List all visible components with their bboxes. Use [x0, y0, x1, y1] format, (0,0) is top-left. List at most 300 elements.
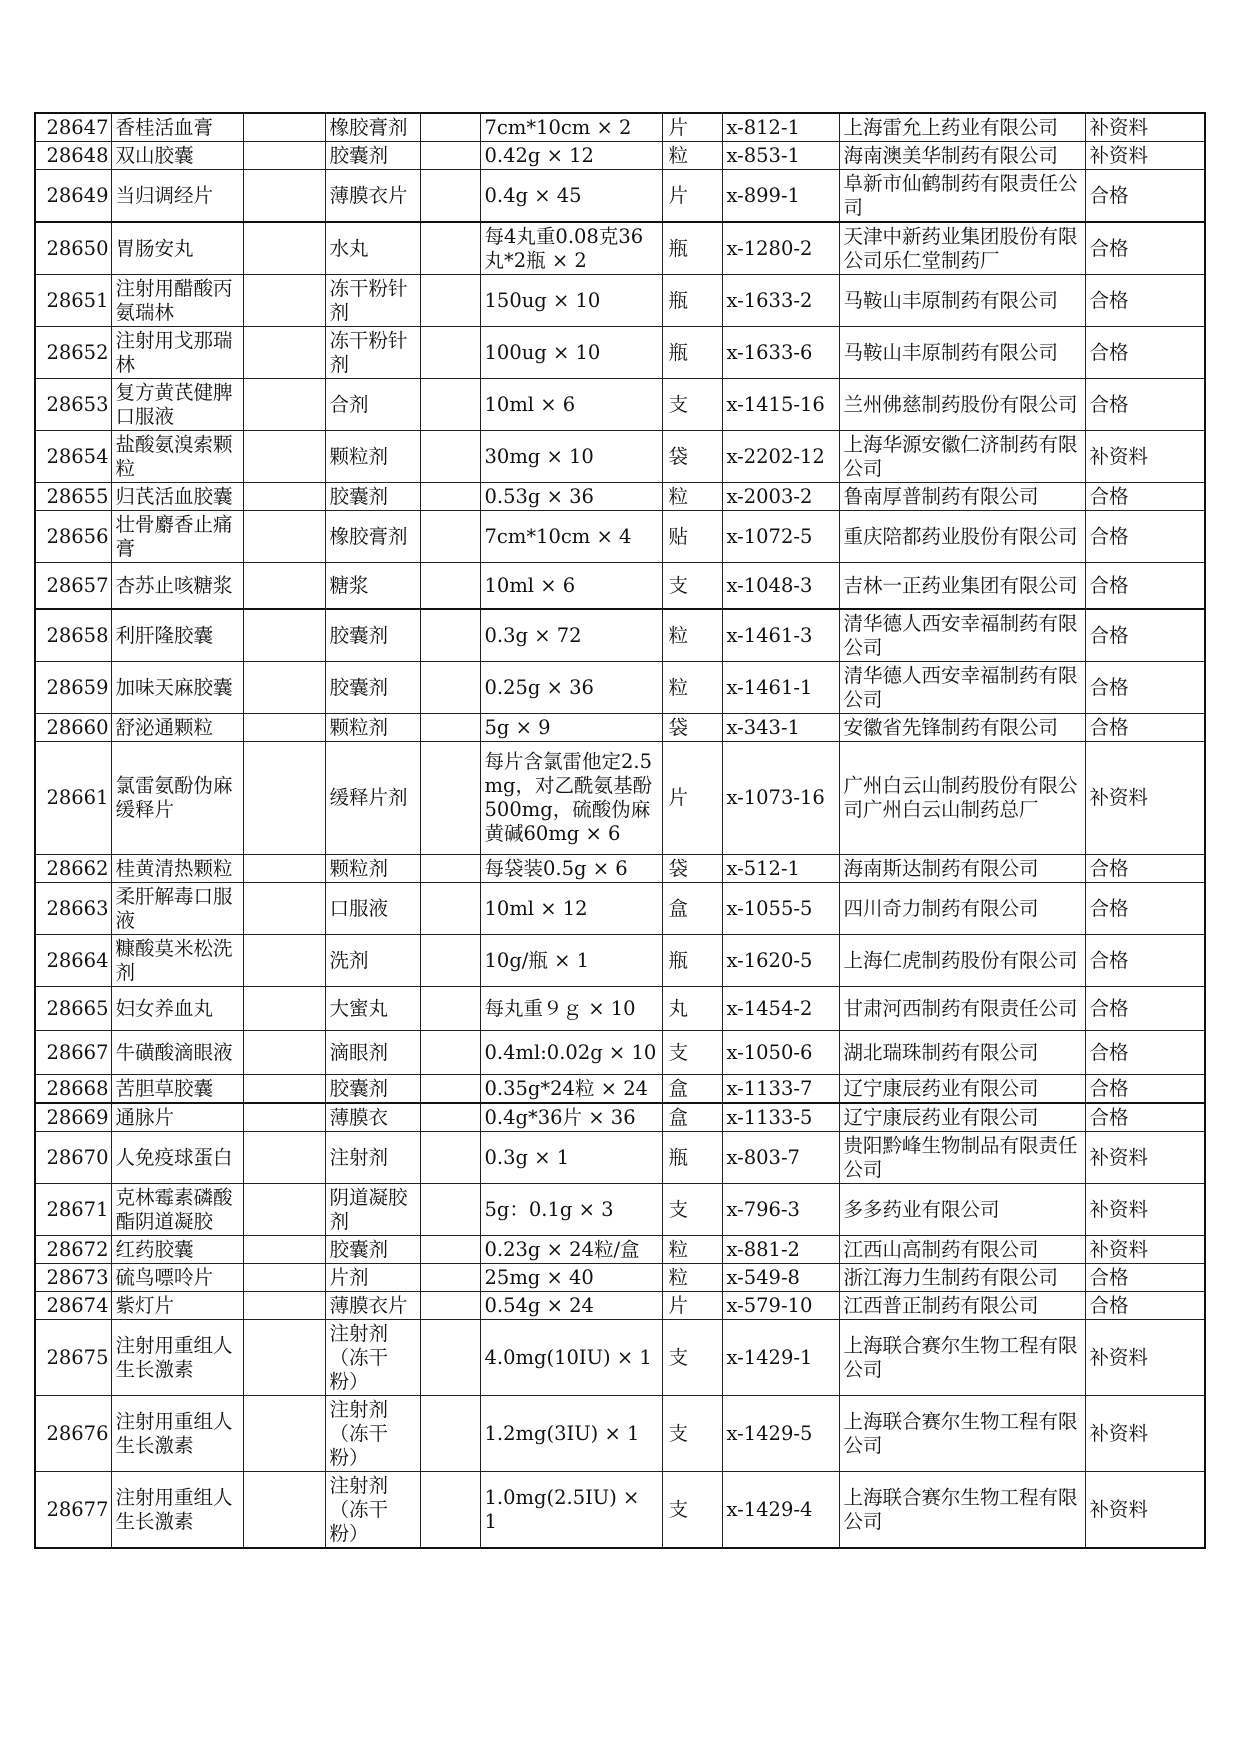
cell-product-name: 当归调经片 — [111, 170, 243, 223]
cell-specification: 30mg × 10 — [480, 431, 662, 483]
cell-number: 28669 — [35, 1103, 111, 1132]
table-row — [35, 327, 1205, 379]
cell-manufacturer: 海南澳美华制药有限公司 — [839, 142, 1085, 170]
cell-code: x-579-10 — [722, 1291, 839, 1319]
cell-product-name: 红药胶囊 — [111, 1235, 243, 1263]
cell-dosage-form: 注射剂（冻干粉） — [325, 1471, 420, 1548]
cell-specification: 每片含氯雷他定2.5mg，对乙酰氨基酚500mg，硫酸伪麻黄碱60mg × 6 — [480, 741, 662, 854]
cell-product-name: 复方黄芪健脾口服液 — [111, 379, 243, 431]
cell-manufacturer: 吉林一正药业集团有限公司 — [839, 563, 1085, 609]
cell-unit: 粒 — [662, 1263, 722, 1291]
cell-number: 28665 — [35, 986, 111, 1030]
cell-status: 合格 — [1085, 1030, 1205, 1074]
cell-manufacturer: 重庆陪都药业股份有限公司 — [839, 511, 1085, 563]
cell-code: x-512-1 — [722, 854, 839, 882]
cell-status: 合格 — [1085, 1291, 1205, 1319]
cell-empty — [243, 609, 325, 662]
cell-empty — [243, 483, 325, 511]
cell-dosage-form: 冻干粉针剂 — [325, 275, 420, 327]
cell-specification: 0.25g × 36 — [480, 661, 662, 713]
cell-product-name: 杏苏止咳糖浆 — [111, 563, 243, 609]
cell-specification: 0.3g × 1 — [480, 1131, 662, 1183]
cell-manufacturer: 贵阳黔峰生物制品有限责任公司 — [839, 1131, 1085, 1183]
cell-status: 补资料 — [1085, 142, 1205, 170]
cell-empty — [420, 1183, 480, 1235]
cell-code: x-1461-1 — [722, 661, 839, 713]
cell-empty — [243, 741, 325, 854]
cell-product-name: 舒泌通颗粒 — [111, 713, 243, 741]
cell-unit: 支 — [662, 1395, 722, 1471]
cell-dosage-form: 冻干粉针剂 — [325, 327, 420, 379]
cell-specification: 0.53g × 36 — [480, 483, 662, 511]
cell-product-name: 氯雷氨酚伪麻缓释片 — [111, 741, 243, 854]
table-row — [35, 222, 1205, 275]
table-row — [35, 1103, 1205, 1132]
cell-product-name: 糠酸莫米松洗剂 — [111, 934, 243, 986]
cell-specification: 每丸重９ｇ × 10 — [480, 986, 662, 1030]
cell-status: 合格 — [1085, 511, 1205, 563]
cell-specification: 0.35g*24粒 × 24 — [480, 1074, 662, 1103]
cell-dosage-form: 胶囊剂 — [325, 661, 420, 713]
cell-empty — [243, 1263, 325, 1291]
cell-dosage-form: 颗粒剂 — [325, 854, 420, 882]
cell-number: 28674 — [35, 1291, 111, 1319]
cell-unit: 支 — [662, 1471, 722, 1548]
cell-empty — [420, 1235, 480, 1263]
cell-specification: 1.2mg(3IU) × 1 — [480, 1395, 662, 1471]
cell-empty — [420, 1263, 480, 1291]
cell-dosage-form: 胶囊剂 — [325, 1074, 420, 1103]
cell-dosage-form: 薄膜衣片 — [325, 170, 420, 223]
cell-code: x-796-3 — [722, 1183, 839, 1235]
table-row — [35, 113, 1205, 142]
cell-status: 补资料 — [1085, 113, 1205, 142]
cell-number: 28659 — [35, 661, 111, 713]
cell-unit: 盒 — [662, 882, 722, 934]
table-row — [35, 431, 1205, 483]
cell-unit: 支 — [662, 379, 722, 431]
table-row — [35, 741, 1205, 854]
cell-number: 28660 — [35, 713, 111, 741]
cell-empty — [420, 1131, 480, 1183]
table-row — [35, 1074, 1205, 1103]
cell-manufacturer: 浙江海力生制药有限公司 — [839, 1263, 1085, 1291]
cell-empty — [420, 882, 480, 934]
cell-dosage-form: 胶囊剂 — [325, 1235, 420, 1263]
cell-specification: 0.23g × 24粒/盒 — [480, 1235, 662, 1263]
cell-unit: 片 — [662, 170, 722, 223]
cell-unit: 粒 — [662, 142, 722, 170]
cell-empty — [243, 379, 325, 431]
cell-unit: 片 — [662, 1291, 722, 1319]
cell-code: x-343-1 — [722, 713, 839, 741]
cell-status: 补资料 — [1085, 1183, 1205, 1235]
cell-number: 28677 — [35, 1471, 111, 1548]
cell-code: x-1429-4 — [722, 1471, 839, 1548]
cell-empty — [420, 563, 480, 609]
cell-manufacturer: 江西普正制药有限公司 — [839, 1291, 1085, 1319]
cell-manufacturer: 天津中新药业集团股份有限公司乐仁堂制药厂 — [839, 222, 1085, 275]
cell-empty — [420, 1319, 480, 1395]
cell-code: x-803-7 — [722, 1131, 839, 1183]
cell-status: 合格 — [1085, 713, 1205, 741]
cell-manufacturer: 上海联合赛尔生物工程有限公司 — [839, 1395, 1085, 1471]
cell-number: 28672 — [35, 1235, 111, 1263]
cell-empty — [243, 1183, 325, 1235]
cell-code: x-1633-2 — [722, 275, 839, 327]
cell-number: 28658 — [35, 609, 111, 662]
cell-dosage-form: 橡胶膏剂 — [325, 113, 420, 142]
cell-status: 合格 — [1085, 275, 1205, 327]
cell-number: 28662 — [35, 854, 111, 882]
table-row — [35, 275, 1205, 327]
cell-status: 补资料 — [1085, 741, 1205, 854]
table-row — [35, 511, 1205, 563]
cell-empty — [420, 431, 480, 483]
cell-product-name: 注射用重组人生长激素 — [111, 1395, 243, 1471]
cell-status: 合格 — [1085, 483, 1205, 511]
cell-unit: 片 — [662, 741, 722, 854]
table-row — [35, 563, 1205, 609]
cell-dosage-form: 口服液 — [325, 882, 420, 934]
cell-status: 补资料 — [1085, 1131, 1205, 1183]
cell-number: 28661 — [35, 741, 111, 854]
cell-empty — [243, 713, 325, 741]
cell-status: 合格 — [1085, 222, 1205, 275]
cell-empty — [420, 379, 480, 431]
cell-number: 28668 — [35, 1074, 111, 1103]
cell-product-name: 通脉片 — [111, 1103, 243, 1132]
cell-empty — [243, 934, 325, 986]
cell-empty — [243, 882, 325, 934]
cell-empty — [243, 113, 325, 142]
cell-specification: 7cm*10cm × 2 — [480, 113, 662, 142]
cell-empty — [420, 275, 480, 327]
cell-status: 合格 — [1085, 854, 1205, 882]
table-row — [35, 1131, 1205, 1183]
cell-empty — [420, 327, 480, 379]
cell-empty — [243, 986, 325, 1030]
cell-product-name: 苦胆草胶囊 — [111, 1074, 243, 1103]
cell-manufacturer: 广州白云山制药股份有限公司广州白云山制药总厂 — [839, 741, 1085, 854]
cell-manufacturer: 四川奇力制药有限公司 — [839, 882, 1085, 934]
cell-specification: 5g × 9 — [480, 713, 662, 741]
cell-dosage-form: 合剂 — [325, 379, 420, 431]
cell-empty — [243, 1235, 325, 1263]
cell-dosage-form: 片剂 — [325, 1263, 420, 1291]
cell-dosage-form: 胶囊剂 — [325, 609, 420, 662]
cell-status: 合格 — [1085, 934, 1205, 986]
cell-specification: 4.0mg(10IU) × 1 — [480, 1319, 662, 1395]
table-row — [35, 882, 1205, 934]
cell-product-name: 盐酸氨溴索颗粒 — [111, 431, 243, 483]
cell-unit: 瓶 — [662, 222, 722, 275]
cell-number: 28654 — [35, 431, 111, 483]
cell-product-name: 克林霉素磷酸酯阴道凝胶 — [111, 1183, 243, 1235]
cell-status: 合格 — [1085, 609, 1205, 662]
cell-empty — [243, 142, 325, 170]
cell-number: 28652 — [35, 327, 111, 379]
cell-code: x-1461-3 — [722, 609, 839, 662]
cell-dosage-form: 洗剂 — [325, 934, 420, 986]
cell-number: 28675 — [35, 1319, 111, 1395]
cell-dosage-form: 胶囊剂 — [325, 142, 420, 170]
cell-code: x-853-1 — [722, 142, 839, 170]
cell-empty — [420, 1103, 480, 1132]
cell-unit: 盒 — [662, 1074, 722, 1103]
cell-specification: 10ml × 6 — [480, 379, 662, 431]
cell-code: x-1048-3 — [722, 563, 839, 609]
cell-specification: 0.3g × 72 — [480, 609, 662, 662]
cell-number: 28667 — [35, 1030, 111, 1074]
cell-specification: 100ug × 10 — [480, 327, 662, 379]
cell-empty — [243, 1291, 325, 1319]
cell-code: x-2003-2 — [722, 483, 839, 511]
cell-code: x-1633-6 — [722, 327, 839, 379]
cell-empty — [243, 511, 325, 563]
cell-specification: 0.54g × 24 — [480, 1291, 662, 1319]
cell-dosage-form: 水丸 — [325, 222, 420, 275]
cell-empty — [420, 483, 480, 511]
cell-unit: 支 — [662, 1030, 722, 1074]
table-row — [35, 1235, 1205, 1263]
cell-empty — [420, 1291, 480, 1319]
cell-empty — [420, 1074, 480, 1103]
cell-code: x-1073-16 — [722, 741, 839, 854]
cell-status: 补资料 — [1085, 431, 1205, 483]
cell-dosage-form: 薄膜衣片 — [325, 1291, 420, 1319]
cell-empty — [243, 1103, 325, 1132]
cell-unit: 袋 — [662, 713, 722, 741]
cell-specification: 25mg × 40 — [480, 1263, 662, 1291]
cell-manufacturer: 清华德人西安幸福制药有限公司 — [839, 661, 1085, 713]
table-row — [35, 1263, 1205, 1291]
cell-empty — [420, 113, 480, 142]
cell-specification: 5g：0.1g × 3 — [480, 1183, 662, 1235]
cell-number: 28670 — [35, 1131, 111, 1183]
cell-status: 合格 — [1085, 563, 1205, 609]
cell-empty — [420, 170, 480, 223]
cell-empty — [420, 934, 480, 986]
cell-unit: 粒 — [662, 1235, 722, 1263]
cell-number: 28676 — [35, 1395, 111, 1471]
cell-specification: 每4丸重0.08克36丸*2瓶 × 2 — [480, 222, 662, 275]
cell-product-name: 胃肠安丸 — [111, 222, 243, 275]
table-row — [35, 1319, 1205, 1395]
cell-dosage-form: 注射剂（冻干粉） — [325, 1319, 420, 1395]
cell-product-name: 注射用戈那瑞林 — [111, 327, 243, 379]
cell-number: 28657 — [35, 563, 111, 609]
cell-code: x-1454-2 — [722, 986, 839, 1030]
cell-specification: 0.4ml:0.02g × 10 — [480, 1030, 662, 1074]
cell-number: 28648 — [35, 142, 111, 170]
cell-number: 28673 — [35, 1263, 111, 1291]
cell-dosage-form: 注射剂（冻干粉） — [325, 1395, 420, 1471]
cell-empty — [420, 1030, 480, 1074]
cell-empty — [243, 661, 325, 713]
cell-product-name: 妇女养血丸 — [111, 986, 243, 1030]
cell-unit: 瓶 — [662, 934, 722, 986]
cell-code: x-2202-12 — [722, 431, 839, 483]
cell-specification: 10ml × 6 — [480, 563, 662, 609]
cell-status: 合格 — [1085, 661, 1205, 713]
table-row — [35, 379, 1205, 431]
cell-specification: 10ml × 12 — [480, 882, 662, 934]
cell-dosage-form: 薄膜衣 — [325, 1103, 420, 1132]
table-row — [35, 986, 1205, 1030]
cell-empty — [420, 713, 480, 741]
cell-manufacturer: 清华德人西安幸福制药有限公司 — [839, 609, 1085, 662]
table-row — [35, 713, 1205, 741]
table-row — [35, 1471, 1205, 1548]
cell-dosage-form: 阴道凝胶剂 — [325, 1183, 420, 1235]
cell-number: 28650 — [35, 222, 111, 275]
cell-status: 补资料 — [1085, 1395, 1205, 1471]
cell-dosage-form: 颗粒剂 — [325, 431, 420, 483]
cell-unit: 支 — [662, 1319, 722, 1395]
cell-unit: 瓶 — [662, 327, 722, 379]
table-row — [35, 661, 1205, 713]
cell-unit: 瓶 — [662, 1131, 722, 1183]
table-row — [35, 1183, 1205, 1235]
cell-empty — [420, 142, 480, 170]
cell-empty — [420, 986, 480, 1030]
cell-product-name: 归芪活血胶囊 — [111, 483, 243, 511]
table-row — [35, 142, 1205, 170]
cell-specification: 1.0mg(2.5IU) × 1 — [480, 1471, 662, 1548]
cell-unit: 粒 — [662, 661, 722, 713]
cell-empty — [420, 854, 480, 882]
cell-empty — [243, 1074, 325, 1103]
cell-empty — [420, 609, 480, 662]
cell-code: x-1415-16 — [722, 379, 839, 431]
cell-dosage-form: 橡胶膏剂 — [325, 511, 420, 563]
cell-code: x-881-2 — [722, 1235, 839, 1263]
table-row — [35, 609, 1205, 662]
cell-manufacturer: 多多药业有限公司 — [839, 1183, 1085, 1235]
cell-empty — [243, 854, 325, 882]
cell-dosage-form: 缓释片剂 — [325, 741, 420, 854]
cell-manufacturer: 辽宁康辰药业有限公司 — [839, 1074, 1085, 1103]
cell-code: x-1429-5 — [722, 1395, 839, 1471]
cell-empty — [243, 431, 325, 483]
cell-status: 合格 — [1085, 327, 1205, 379]
cell-unit: 粒 — [662, 483, 722, 511]
cell-manufacturer: 安徽省先锋制药有限公司 — [839, 713, 1085, 741]
cell-dosage-form: 注射剂 — [325, 1131, 420, 1183]
cell-dosage-form: 胶囊剂 — [325, 483, 420, 511]
cell-manufacturer: 马鞍山丰原制药有限公司 — [839, 327, 1085, 379]
cell-empty — [420, 1395, 480, 1471]
cell-empty — [243, 222, 325, 275]
cell-specification: 每袋装0.5g × 6 — [480, 854, 662, 882]
cell-manufacturer: 湖北瑞珠制药有限公司 — [839, 1030, 1085, 1074]
cell-manufacturer: 江西山高制药有限公司 — [839, 1235, 1085, 1263]
table-body — [35, 113, 1205, 1548]
cell-empty — [243, 170, 325, 223]
cell-code: x-1072-5 — [722, 511, 839, 563]
cell-manufacturer: 上海雷允上药业有限公司 — [839, 113, 1085, 142]
cell-unit: 袋 — [662, 854, 722, 882]
cell-manufacturer: 甘肃河西制药有限责任公司 — [839, 986, 1085, 1030]
cell-product-name: 桂黄清热颗粒 — [111, 854, 243, 882]
cell-code: x-1133-7 — [722, 1074, 839, 1103]
cell-empty — [243, 1030, 325, 1074]
cell-empty — [420, 511, 480, 563]
cell-empty — [420, 741, 480, 854]
cell-empty — [243, 327, 325, 379]
cell-empty — [243, 1471, 325, 1548]
table-row — [35, 854, 1205, 882]
cell-status: 合格 — [1085, 882, 1205, 934]
cell-code: x-812-1 — [722, 113, 839, 142]
cell-number: 28649 — [35, 170, 111, 223]
cell-empty — [243, 275, 325, 327]
cell-manufacturer: 阜新市仙鹤制药有限责任公司 — [839, 170, 1085, 223]
cell-product-name: 香桂活血膏 — [111, 113, 243, 142]
cell-manufacturer: 辽宁康辰药业有限公司 — [839, 1103, 1085, 1132]
cell-number: 28647 — [35, 113, 111, 142]
cell-status: 合格 — [1085, 170, 1205, 223]
cell-unit: 贴 — [662, 511, 722, 563]
cell-specification: 0.42g × 12 — [480, 142, 662, 170]
cell-code: x-1050-6 — [722, 1030, 839, 1074]
cell-dosage-form: 大蜜丸 — [325, 986, 420, 1030]
cell-status: 合格 — [1085, 379, 1205, 431]
cell-product-name: 双山胶囊 — [111, 142, 243, 170]
cell-unit: 片 — [662, 113, 722, 142]
cell-number: 28671 — [35, 1183, 111, 1235]
drug-inspection-table — [34, 112, 1206, 1549]
cell-manufacturer: 上海仁虎制药股份有限公司 — [839, 934, 1085, 986]
cell-empty — [420, 1471, 480, 1548]
cell-product-name: 注射用重组人生长激素 — [111, 1319, 243, 1395]
table-row — [35, 483, 1205, 511]
cell-product-name: 注射用重组人生长激素 — [111, 1471, 243, 1548]
cell-empty — [420, 661, 480, 713]
cell-specification: 150ug × 10 — [480, 275, 662, 327]
cell-unit: 支 — [662, 1183, 722, 1235]
cell-unit: 袋 — [662, 431, 722, 483]
cell-unit: 瓶 — [662, 275, 722, 327]
cell-manufacturer: 鲁南厚普制药有限公司 — [839, 483, 1085, 511]
cell-manufacturer: 兰州佛慈制药股份有限公司 — [839, 379, 1085, 431]
cell-manufacturer: 海南斯达制药有限公司 — [839, 854, 1085, 882]
table-row — [35, 1291, 1205, 1319]
cell-number: 28656 — [35, 511, 111, 563]
cell-specification: 10g/瓶 × 1 — [480, 934, 662, 986]
cell-unit: 支 — [662, 563, 722, 609]
cell-status: 补资料 — [1085, 1471, 1205, 1548]
cell-number: 28655 — [35, 483, 111, 511]
cell-product-name: 加味天麻胶囊 — [111, 661, 243, 713]
cell-product-name: 硫鸟嘌呤片 — [111, 1263, 243, 1291]
cell-unit: 盒 — [662, 1103, 722, 1132]
cell-number: 28664 — [35, 934, 111, 986]
cell-code: x-1133-5 — [722, 1103, 839, 1132]
cell-status: 补资料 — [1085, 1319, 1205, 1395]
cell-product-name: 壮骨麝香止痛膏 — [111, 511, 243, 563]
cell-status: 合格 — [1085, 1103, 1205, 1132]
cell-unit: 粒 — [662, 609, 722, 662]
cell-number: 28653 — [35, 379, 111, 431]
cell-status: 补资料 — [1085, 1235, 1205, 1263]
cell-code: x-1429-1 — [722, 1319, 839, 1395]
cell-product-name: 注射用醋酸丙氨瑞林 — [111, 275, 243, 327]
cell-product-name: 人免疫球蛋白 — [111, 1131, 243, 1183]
cell-empty — [243, 1319, 325, 1395]
cell-product-name: 牛磺酸滴眼液 — [111, 1030, 243, 1074]
